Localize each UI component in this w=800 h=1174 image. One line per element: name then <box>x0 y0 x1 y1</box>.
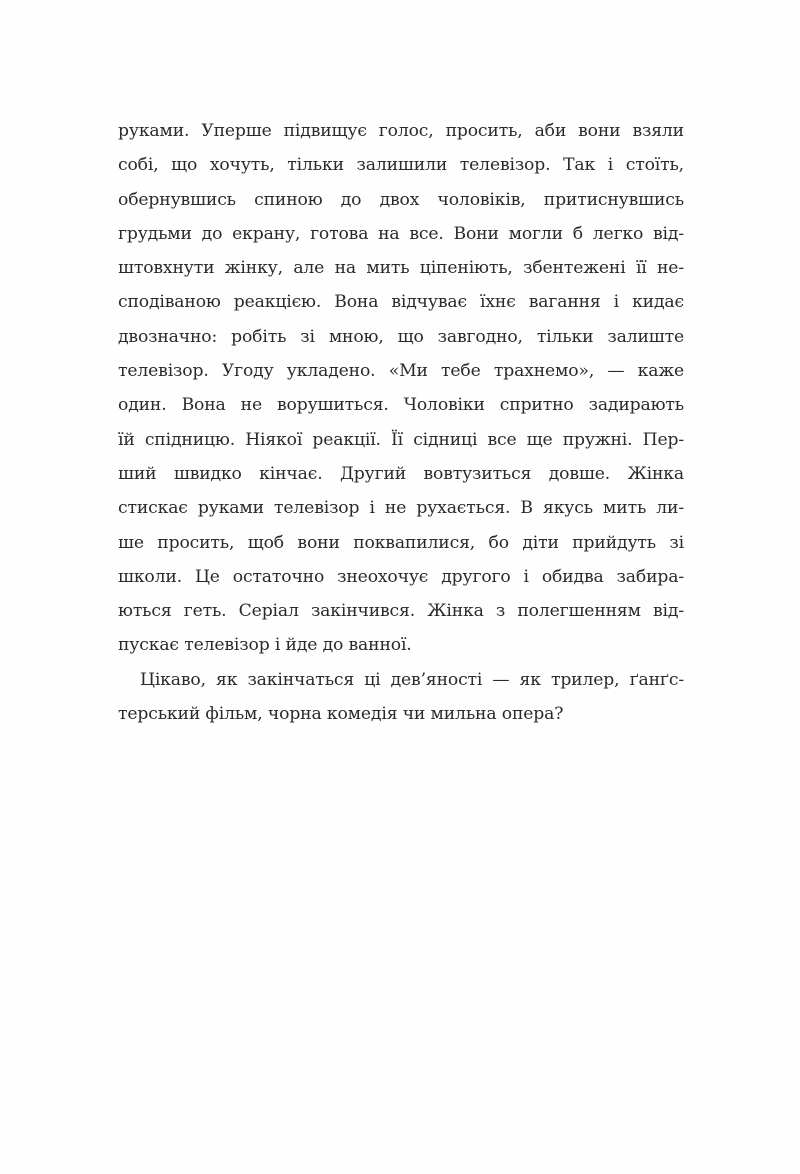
text-line: ший швидко кінчає. Другий вовтузиться довше. Жінка <box>118 463 684 484</box>
text-line: ше просить, щоб вони поквапилися, бо діти прийдуть зі <box>118 532 684 553</box>
text-line: грудьми до екрану, готова на все. Вони могли б легко від- <box>118 223 684 244</box>
text-line: руками. Уперше підвищує голос, просить, аби вони взяли <box>118 121 684 141</box>
paragraph-2 <box>118 663 684 732</box>
text-line: школи. Це остаточно знеохочує другого і обидва забира- <box>118 566 684 587</box>
text-line: один. Вона не ворушиться. Чоловіки спритно задирають <box>118 395 684 416</box>
body-text <box>118 114 684 731</box>
text-line: обернувшись спиною до двох чоловіків, притиснувшись <box>118 189 684 210</box>
text-line: телевізор. Угоду укладено. «Ми тебе трахнемо», — каже <box>118 361 684 382</box>
text-line: собі, що хочуть, тільки залишили телевізор. Так і стоїть, <box>118 155 684 176</box>
text-line: їй спідницю. Ніякої реакції. Її сідниці все ще пружні. Пер- <box>118 429 684 450</box>
text-line: ються геть. Серіал закінчився. Жінка з полегшенням від- <box>118 601 684 622</box>
text-line: терський фільм, чорна комедія чи мильна опера? <box>118 704 564 725</box>
paragraph-1 <box>118 114 684 663</box>
text-line: штовхнути жінку, але на мить ціпеніють, збентежені її не- <box>118 258 684 279</box>
text-line: стискає руками телевізор і не рухається. В якусь мить ли- <box>118 498 684 519</box>
text-line: пускає телевізор і йде до ванної. <box>118 635 412 656</box>
text-line: Цікаво, як закінчаться ці дев’яності — як трилер, ґанґс- <box>140 669 684 690</box>
text-line: двозначно: робіть зі мною, що завгодно, тільки залиште <box>118 326 684 347</box>
text-line: сподіваною реакцією. Вона відчуває їхнє вагання і кидає <box>118 292 684 313</box>
